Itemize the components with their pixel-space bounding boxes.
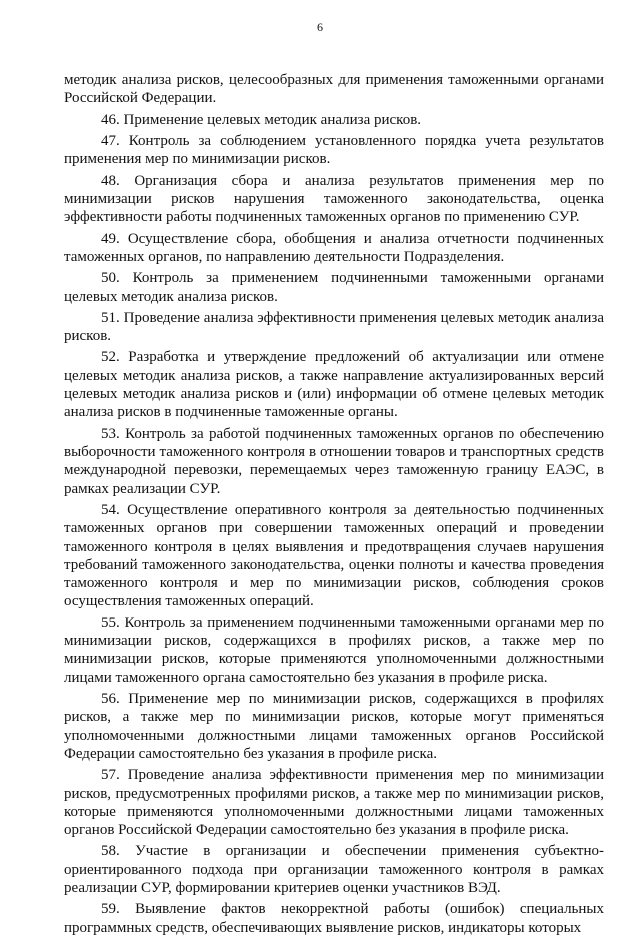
- paragraph-51: 51. Проведение анализа эффективности применения целевых методик анализа рисков.: [64, 309, 604, 345]
- paragraph-56: 56. Применение мер по минимизации рисков, содержащихся в профилях рисков, а также мер по минимизации рисков, которые могут применяться уполномоченными должностными лицами таможенных органов Российской Федерации самостоятельно без указания в профиле риска.: [64, 691, 604, 762]
- paragraph-50: 50. Контроль за применением подчиненными таможенными органами целевых методик анализа рисков.: [64, 270, 604, 305]
- paragraph-48: 48. Организация сбора и анализа результатов применения мер по минимизации рисков нарушения таможенного законодательства, оценка эффективности работы подчиненных таможенных органов по применению СУР.: [64, 172, 604, 226]
- paragraph-58: 58. Участие в организации и обеспечении применения субъектно-ориентированного подхода при организации таможенного контроля в рамках реализации СУР, формировании критериев оценки участников ВЭД.: [64, 843, 604, 897]
- paragraph-54: 54. Осуществление оперативного контроля за деятельностью подчиненных таможенных органов при совершении таможенных операций и проведении таможенного контроля в целях выявления и предотвращения случаев нарушения требований таможенного законодательства, оценки полноты и качества проведения таможенного контроля и мер по минимизации рисков, соблюдения сроков осуществления таможенных операций.: [64, 501, 604, 610]
- paragraph-46: 46. Применение целевых методик анализа рисков.: [101, 111, 422, 128]
- paragraph-continuation: методик анализа рисков, целесообразных для применения таможенными органами Российской Федерации.: [64, 72, 604, 107]
- page-number: 6: [317, 20, 323, 34]
- paragraph-47: 47. Контроль за соблюдением установленного порядка учета результатов применения мер по минимизации рисков.: [64, 132, 604, 168]
- paragraph-53: 53. Контроль за работой подчиненных таможенных органов по обеспечению выборочности таможенного контроля в отношении товаров и транспортных средств международной перевозки, перемещаемых через таможенную границу ЕАЭС, в рамках реализации СУР.: [64, 425, 604, 497]
- paragraph-55: 55. Контроль за применением подчиненными таможенными органами мер по минимизации рисков, содержащихся в профилях рисков, а также мер по минимизации рисков, которые применяются уполномоченными должностными лицами таможенного органа самостоятельно без указания в профиле риска.: [64, 614, 604, 686]
- paragraph-57: 57. Проведение анализа эффективности применения мер по минимизации рисков, предусмотренных профилями рисков, а также мер по минимизации рисков, которые применяются уполномоченными должностными лицами таможенных органов Российской Федерации самостоятельно без указания в профиле риска.: [64, 767, 604, 839]
- paragraph-59: 59. Выявление фактов некорректной работы (ошибок) специальных программных средств, обеспечивающих выявление рисков, индикаторы которых: [64, 901, 604, 936]
- paragraph-49: 49. Осуществление сбора, обобщения и анализа отчетности подчиненных таможенных органов, по направлению деятельности Подразделения.: [64, 230, 604, 265]
- paragraph-52: 52. Разработка и утверждение предложений об актуализации или отмене целевых методик анализа рисков, а также направление актуализированных версий целевых методик анализа рисков и (или) информации об отмене целевых методик анализа рисков в подчиненные таможенные органы.: [64, 349, 604, 421]
- document-body: [64, 71, 604, 940]
